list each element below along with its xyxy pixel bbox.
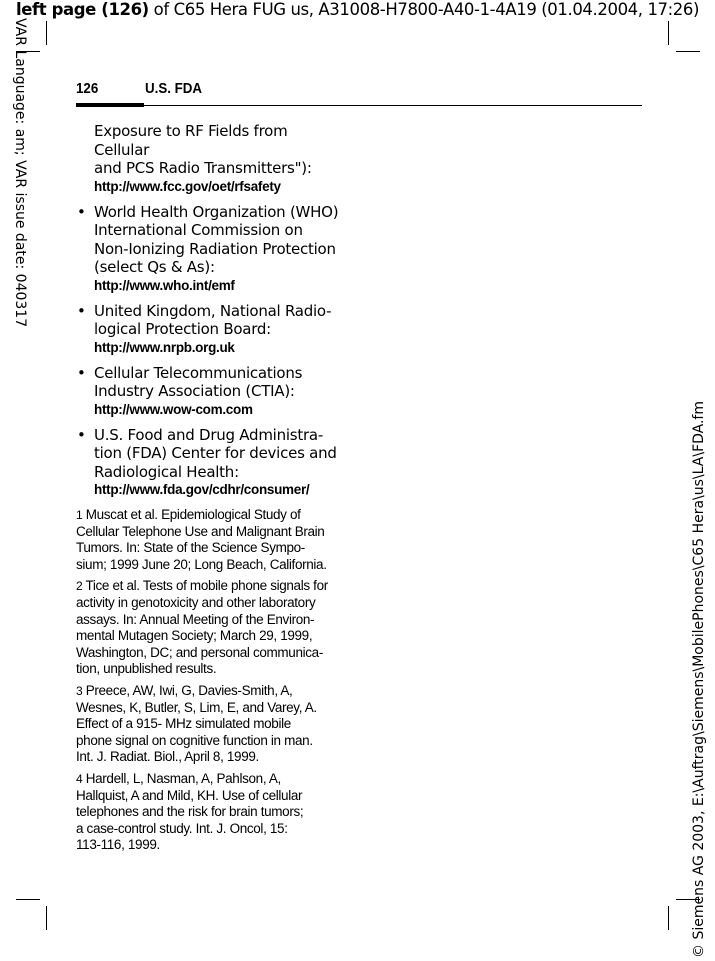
text-line: Hallquist, A and Mild, KH. Use of cellular (76, 787, 303, 803)
text-line: Non-Ionizing Radiation Protection (94, 239, 336, 258)
text-line: 4 Hardell, L, Nasman, A, Pahlson, A, (76, 770, 281, 786)
footnote-number: 2 (76, 579, 83, 594)
text-line: United Kingdom, National Radio- (94, 301, 332, 320)
copyright-text: © Siemens AG 2003, E:\Auftrag\Siemens\MobilePhones\C65 Hera\us\LA\FDA.fm (691, 401, 707, 958)
header-rule-accent (76, 103, 144, 107)
print-info-details: of C65 Hera FUG us, A31008-H7800-A40-1-4A19 (01.04.2004, 17:26) (148, 0, 700, 19)
text-line: 1 Muscat et al. Epidemiological Study of (76, 507, 301, 522)
var-language-text: VAR Language: am; VAR issue date: 040317 (12, 18, 28, 328)
text-line: 3 Preece, AW, Iwi, G, Davies-Smith, A, (76, 682, 293, 698)
text-line: activity in genotoxicity and other laboratory (76, 594, 316, 610)
page-number: 126 (76, 81, 99, 97)
text-line: Cellular Telephone Use and Malignant Brain (76, 523, 325, 539)
bullet-item (76, 426, 346, 500)
crop-mark (46, 906, 47, 930)
print-info-page: left page (126) (15, 0, 149, 19)
text-line: sium; 1999 June 20; Long Beach, California. (76, 556, 327, 572)
footnote-number: 4 (76, 771, 83, 786)
url-link[interactable]: http://www.fcc.gov/oet/rfsafety (94, 178, 281, 194)
crop-mark (668, 906, 669, 930)
text-line: Washington, DC; and personal communica- (76, 644, 323, 660)
text-line: Radiological Health: (94, 462, 239, 481)
bullet-item (76, 302, 346, 357)
crop-mark (46, 21, 47, 45)
text-line: 113-116, 1999. (76, 837, 160, 853)
bullet-icon: • (77, 363, 86, 382)
bullet-icon: • (77, 202, 86, 221)
bullet-icon: • (77, 425, 86, 444)
text-line: Tumors. In: State of the Science Sympo- (76, 540, 305, 556)
text-line: mental Mutagen Society; March 29, 1999, (76, 628, 313, 644)
url-link[interactable]: http://www.wow-com.com (94, 401, 253, 417)
continuation-paragraph (76, 122, 346, 196)
text-line: logical Protection Board: (94, 320, 271, 338)
footnote (76, 683, 346, 766)
text-line: Int. J. Radiat. Biol., April 8, 1999. (76, 749, 259, 765)
text-line: Cellular Telecommunications (94, 363, 303, 382)
copyright-sidebar (685, 0, 709, 961)
footnote (76, 771, 346, 854)
text-line: tion (FDA) Center for devices and (94, 444, 337, 462)
footnote (76, 578, 346, 678)
page-title: U.S. FDA (145, 81, 203, 97)
text-line: phone signal on cognitive function in man. (76, 732, 313, 748)
text-line: assays. In: Annual Meeting of the Environ- (76, 611, 315, 627)
bullet-item (76, 364, 346, 419)
text-line: 2 Tice et al. Tests of mobile phone signals for (76, 578, 328, 594)
header-rule (76, 105, 642, 106)
text-line: and PCS Radio Transmitters"): (94, 159, 312, 177)
url-link[interactable]: http://www.fda.gov/cdhr/consumer/ (94, 482, 310, 497)
text-line: U.S. Food and Drug Administra- (94, 425, 323, 444)
bullet-item (76, 203, 346, 295)
text-line: tion, unpublished results. (76, 661, 217, 677)
text-line: (select Qs & As): (94, 258, 215, 276)
text-line: Effect of a 915- MHz simulated mobile (76, 716, 291, 732)
footnote-number: 3 (76, 683, 83, 698)
text-line: Industry Association (CTIA): (94, 382, 295, 400)
crop-mark (16, 899, 40, 900)
text-line: a case-control study. Int. J. Oncol, 15: (76, 820, 288, 836)
text-line: International Commission on (94, 221, 303, 239)
text-line: telephones and the risk for brain tumors; (76, 804, 304, 820)
bullet-icon: • (77, 301, 86, 320)
text-line: World Health Organization (WHO) (94, 202, 339, 221)
footnote (76, 507, 346, 573)
url-link[interactable]: http://www.nrpb.org.uk (94, 339, 235, 355)
var-language-sidebar (12, 18, 31, 328)
print-info-header (0, 0, 715, 20)
text-line: Exposure to RF Fields from Cellular (94, 122, 288, 159)
content-column (76, 122, 346, 854)
crop-mark (668, 21, 669, 45)
text-line: Wesnes, K, Butler, S, Lim, E, and Varey, A. (76, 699, 317, 715)
url-link[interactable]: http://www.who.int/emf (94, 277, 235, 293)
footnote-number: 1 (76, 508, 83, 522)
